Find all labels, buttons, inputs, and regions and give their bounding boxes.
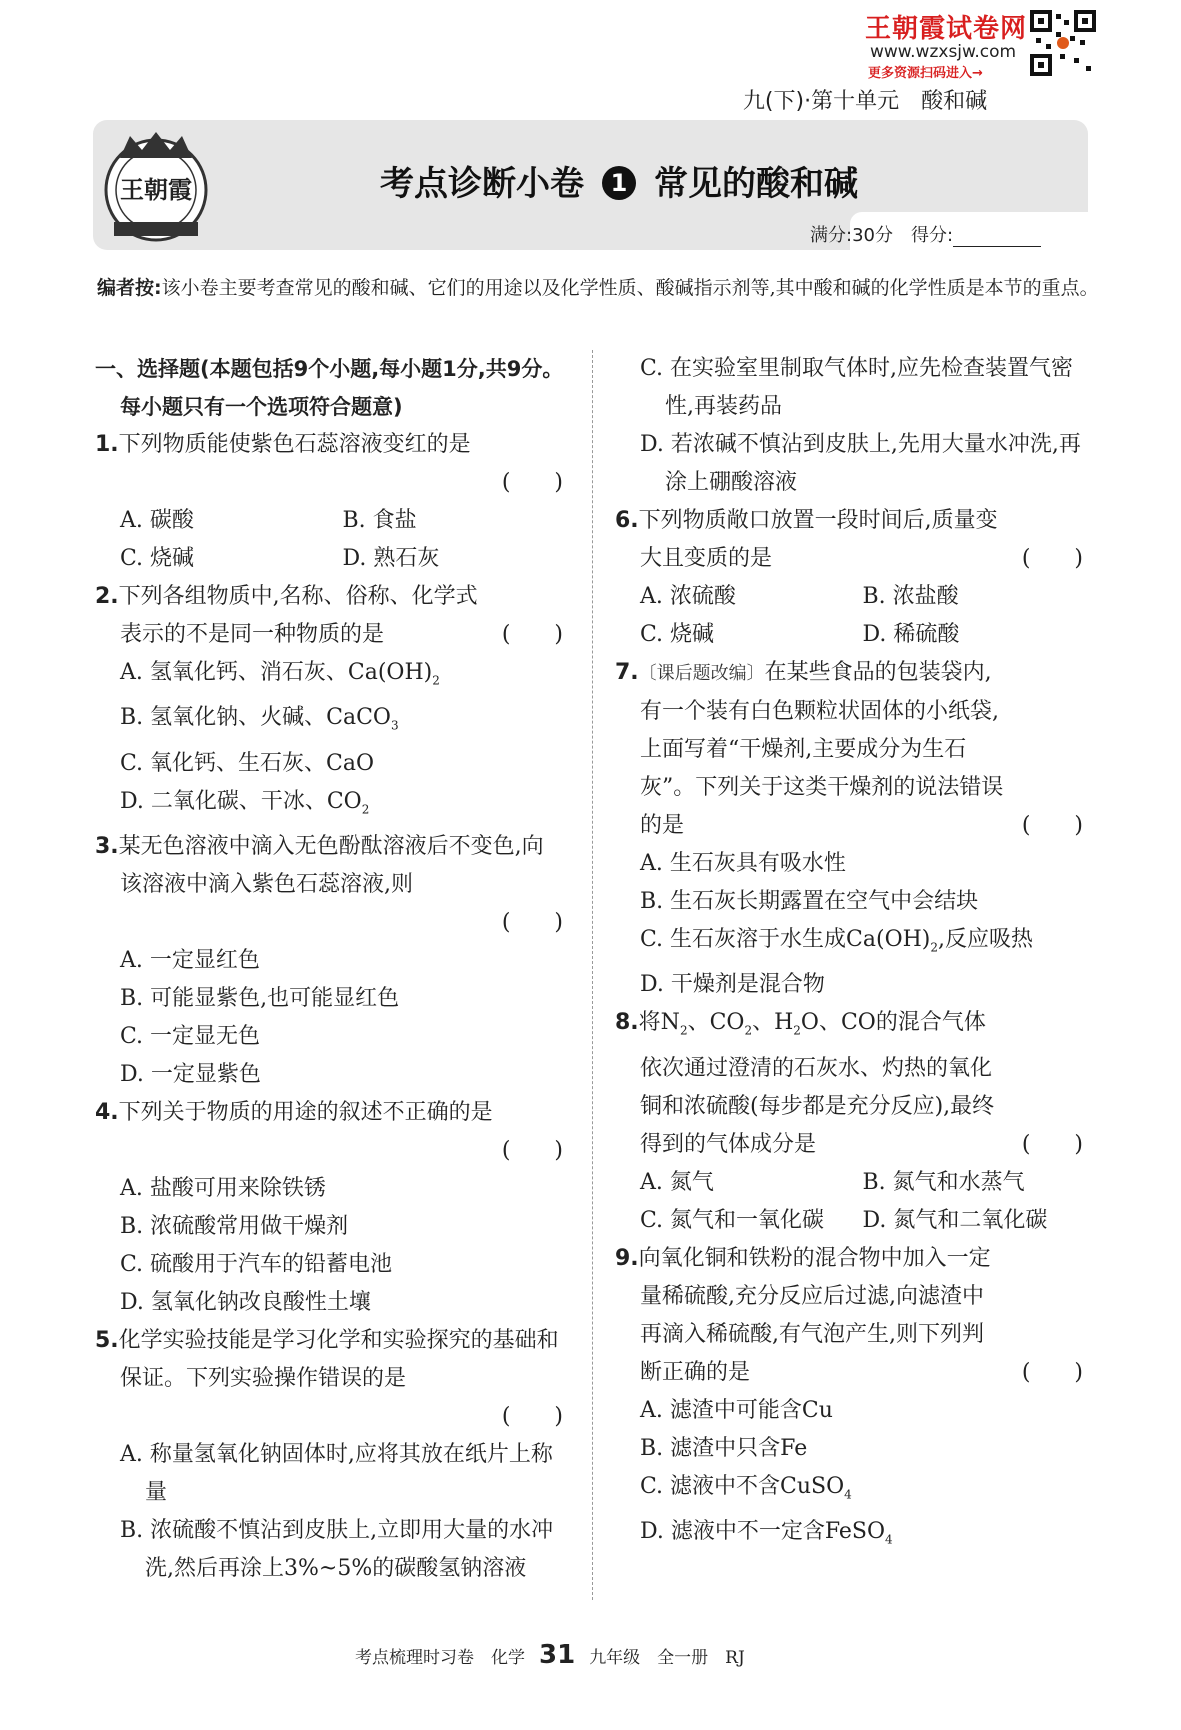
answer-paren: ( ) — [501, 622, 563, 647]
score-line: 满分:30分 得分: — [810, 221, 1041, 247]
question-8: 8.将$N_2$、$CO_2$、$H_2O$、CO的混合气体依次通过澄清的石灰水、灼热的氧化铜和浓硫酸(每步都是充分反应),最终得到的气体成分是 — [615, 1010, 995, 1157]
question-1: 1.下列物质能使紫色石蕊溶液变红的是 — [95, 432, 471, 457]
option-4b: B. 浓硫酸常用做干燥剂 — [120, 1214, 349, 1240]
question-5: 5.化学实验技能是学习化学和实验探究的基础和保证。下列实验操作错误的是 — [95, 1328, 559, 1392]
option-7c: C. 生石灰溶于水生成$Ca(OH)_2$,反应吸热 — [640, 927, 1034, 955]
question-4: 4.下列关于物质的用途的叙述不正确的是 — [95, 1100, 493, 1126]
brand-more: 更多资源扫码进入→ — [868, 66, 983, 81]
options-1: A. 碳酸 B. 食盐 — [120, 508, 417, 533]
option-7a: A. 生石灰具有吸水性 — [640, 851, 846, 876]
column-divider — [592, 350, 593, 1600]
options-8b: C. 氮气和一氧化碳 D. 氮气和二氧化碳 — [640, 1207, 1048, 1233]
option-5c: C. 在实验室里制取气体时,应先检查装置气密性,再装药品 — [640, 356, 1074, 419]
options-6b: C. 烧碱 D. 稀硫酸 — [640, 622, 960, 647]
answer-paren: ( ) — [1021, 546, 1083, 571]
option-7b: B. 生石灰长期露置在空气中会结块 — [640, 889, 979, 914]
option-4d: D. 氢氧化钠改良酸性土壤 — [120, 1290, 371, 1316]
page-number: 31 — [539, 1640, 576, 1670]
question-6: 6.下列物质敞口放置一段时间后,质量变大且变质的是 — [615, 508, 998, 571]
section-heading: 一、选择题(本题包括9个小题,每小题1分,共9分。每小题只有一个选项符合题意) — [95, 357, 564, 419]
option-9d: D. 滤液中不一定含FeSO$_4$ — [640, 1519, 893, 1547]
option-3a: A. 一定显红色 — [120, 948, 260, 974]
option-9c: C. 滤液中不含CuSO$_4$ — [640, 1473, 852, 1502]
question-3: 3.某无色溶液中滴入无色酚酞溶液后不变色,向该溶液中滴入紫色石蕊溶液,则 — [95, 834, 544, 898]
editor-note: 编者按:该小卷主要考查常见的酸和碱、它们的用途以及化学性质、酸碱指示剂等,其中酸和碱的化学性质是本节的重点。 — [97, 277, 1099, 299]
option-2b: B. 氢氧化钠、火碱、CaCO$_3$ — [120, 705, 399, 733]
title-number: 1 — [602, 166, 636, 200]
option-2d: D. 二氧化碳、干冰、$CO_2$ — [120, 788, 370, 817]
answer-paren: ( ) — [501, 470, 563, 495]
answer-paren: ( ) — [501, 1138, 563, 1164]
answer-paren: ( ) — [501, 910, 563, 936]
qr-code-icon[interactable] — [1030, 10, 1096, 76]
unit-label: 九(下)·第十单元 酸和碱 — [742, 89, 988, 114]
answer-paren: ( ) — [1021, 1131, 1083, 1157]
option-5d: D. 若浓碱不慎沾到皮肤上,先用大量水冲洗,再涂上硼酸溶液 — [640, 432, 1081, 495]
option-5b: B. 浓硫酸不慎沾到皮肤上,立即用大量的水冲洗,然后再涂上3%~5%的碳酸氢钠溶液 — [120, 1518, 554, 1582]
options-6: A. 浓硫酸 B. 浓盐酸 — [640, 584, 959, 609]
options-1b: C. 烧碱 D. 熟石灰 — [120, 546, 440, 571]
score-blank — [953, 228, 1041, 247]
brand-title: 王朝霞试卷网 — [865, 14, 1028, 44]
option-3d: D. 一定显紫色 — [120, 1062, 261, 1088]
option-7d: D. 干燥剂是混合物 — [640, 972, 825, 998]
option-4c: C. 硫酸用于汽车的铅蓄电池 — [120, 1252, 393, 1278]
left-column — [95, 350, 565, 1588]
options-8: A. 氮气 B. 氮气和水蒸气 — [640, 1169, 1025, 1195]
question-9: 9.向氧化铜和铁粉的混合物中加入一定量稀硫酸,充分反应后过滤,向滤渣中再滴入稀硫酸,有气泡产生,则下列判断正确的是 — [615, 1245, 991, 1385]
option-2c: C. 氧化钙、生石灰、CaO — [120, 750, 375, 776]
question-2: 2.下列各组物质中,名称、俗称、化学式表示的不是同一种物质的是 — [95, 584, 478, 647]
page-footer: 考点梳理时习卷 化学 31 九年级 全一册 RJ — [355, 1640, 745, 1670]
answer-paren: ( ) — [501, 1404, 563, 1430]
brand-seal-icon — [100, 128, 212, 246]
option-9b: B. 滤渣中只含Fe — [640, 1435, 808, 1461]
svg-text:王朝霞: 王朝霞 — [120, 175, 192, 204]
brand-url[interactable]: www.wzxsjw.com — [870, 42, 1017, 62]
option-2a: A. 氢氧化钙、消石灰、$Ca(OH)_2$ — [120, 660, 440, 688]
option-9a: A. 滤渣中可能含Cu — [640, 1397, 833, 1423]
option-3b: B. 可能显紫色,也可能显红色 — [120, 986, 400, 1012]
answer-paren: ( ) — [1021, 813, 1083, 838]
page-title: 考点诊断小卷 1 常见的酸和碱 — [380, 164, 858, 204]
right-column — [615, 350, 1085, 1559]
question-7: 7.〔课后题改编〕在某些食品的包装袋内,有一个装有白色颗粒状固体的小纸袋,上面写着“干燥剂,主要成分为生石灰”。下列关于这类干燥剂的说法错误的是 — [615, 660, 1004, 838]
option-4a: A. 盐酸可用来除铁锈 — [120, 1176, 326, 1202]
option-5a: A. 称量氢氧化钠固体时,应将其放在纸片上称量 — [120, 1442, 553, 1506]
answer-paren: ( ) — [1021, 1359, 1083, 1385]
option-3c: C. 一定显无色 — [120, 1024, 261, 1050]
